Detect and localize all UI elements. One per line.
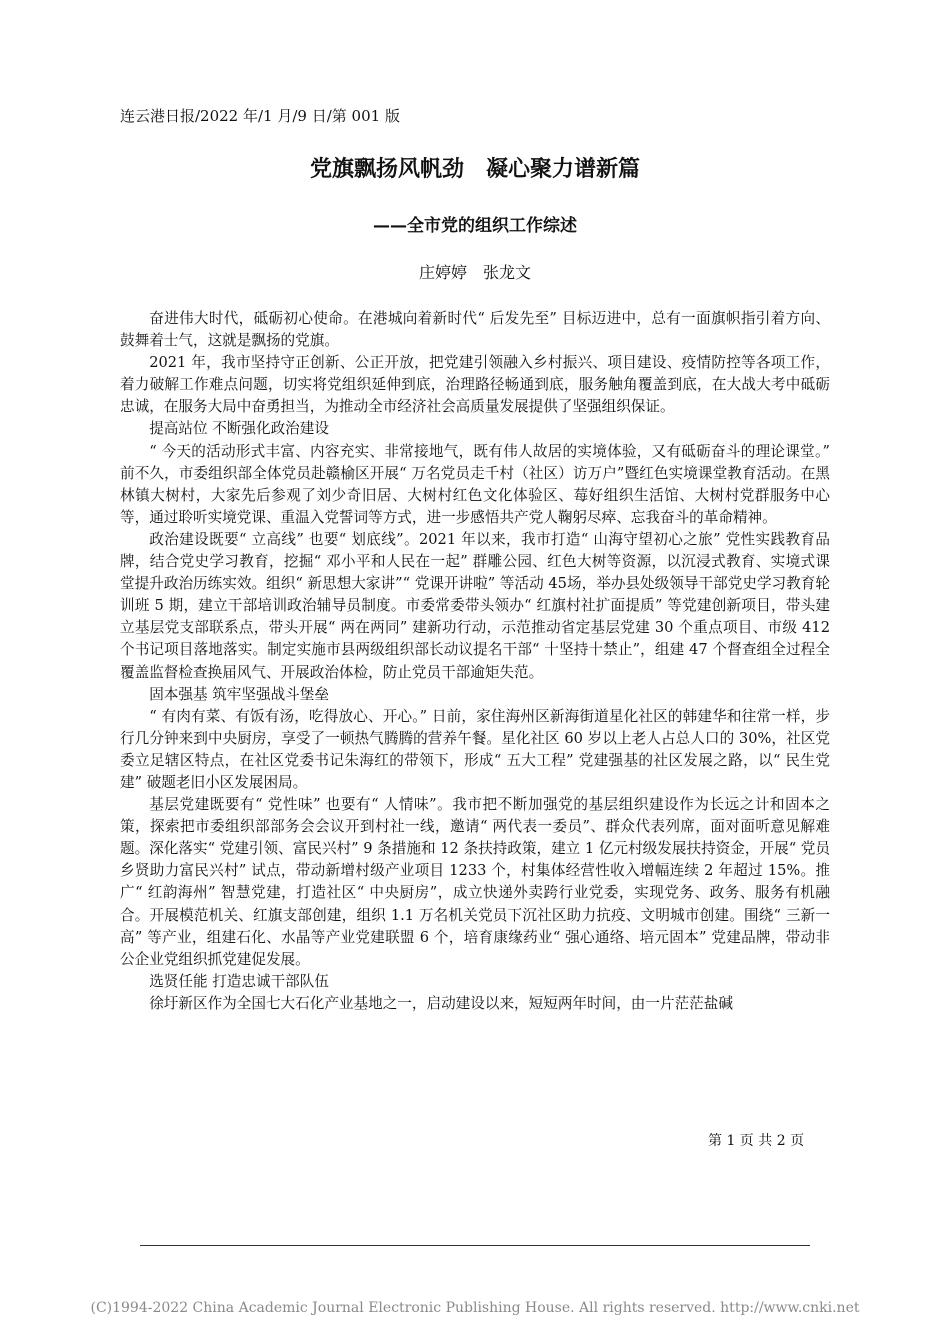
section-heading: 提高站位 不断强化政治建设 bbox=[149, 420, 329, 438]
paragraph: 徐圩新区作为全国七大石化产业基地之一，启动建设以来，短短两年时间，由一片茫茫盐碱 bbox=[149, 994, 733, 1012]
paragraph: 政治建设既要“ 立高线” 也要“ 划底线”。2021 年以来，我市打造“ 山海守望初心之旅” 党性实践教育品牌，结合党史学习教育，挖掘“ 邓小平和人民在一起” 群雕公园、红色大树等资源，以沉浸式教育、实境式课堂提升政治历练实效。组织“ 新思想大家讲”“ 党课开讲啦” 等活动 45场，举办县处级领导干部党史学习教育轮训班 5 期，建立干部培训政治辅导员制度。市委常委带头领办“ 红旗村社扩面提质” 等党建创新项目，带头建立基层党支部联系点，带头开展“ 两在两同” 建新功行动，示范推动省定基层党建 30 个重点项目、市级 412 个书记项目落地落实。制定实施市县两级组织部长动议提名干部“ 十坚持十禁止”，组建 47 个督查组全过程全覆盖监督检查换届风气、开展政治体检，防止党员干部逾矩失范。 bbox=[120, 530, 830, 681]
copyright-footer: (C)1994-2022 China Academic Journal Electronic Publishing House. All rights reserved. http://www.cnki.net bbox=[90, 1300, 860, 1316]
paragraph: 基层党建既要有“ 党性味” 也要有“ 人情味”。我市把不断加强党的基层组织建设作为长远之计和固本之策，探索把市委组织部部务会会议开到村社一线，邀请“ 两代表一委员”、群众代表列席，面对面听意见解难题。深化落实“ 党建引领、富民兴村” 9 条措施和 12 条扶持政策，建立 1 亿元村级发展扶持资金，开展“ 党员乡贤助力富民兴村” 试点，带动新增村级产业项目 1233 个，村集体经营性收入增幅连续 2 年超过 15%。推广“ 红韵海州” 智慧党建，打造社区“ 中央厨房”，成立快递外卖跨行业党委，实现党务、政务、服务有机融合。开展模范机关、红旗支部创建，组织 1.1 万名机关党员下沉社区助力抗疫、文明城市创建。围绕“ 三新一高” 等产业，组建石化、水晶等产业党建联盟 6 个，培育康缘药业“ 强心通络、培元固本” 党建品牌，带动非公企业党组织抓党建促发展。 bbox=[120, 796, 830, 968]
paragraph: “ 有肉有菜、有饭有汤，吃得放心、开心。” 日前，家住海州区新海街道星化社区的韩建华和往常一样，步行几分钟来到中央厨房，享受了一顿热气腾腾的营养午餐。星化社区 60 岁以上老人占总人口的 30%，社区党委立足辖区特点，在社区党委书记朱海红的带领下，形成“ 五大工程” 党建强基的社区发展之路，以“ 民生党建” 破题老旧小区发展困局。 bbox=[120, 707, 830, 791]
section-heading: 固本强基 筑牢坚强战斗堡垒 bbox=[149, 685, 329, 703]
article-subtitle: ——全市党的组织工作综述 bbox=[373, 216, 577, 236]
section-heading: 选贤任能 打造忠诚干部队伍 bbox=[149, 972, 329, 990]
page-number: 第 1 页 共 2 页 bbox=[708, 1133, 805, 1149]
paragraph: 2021 年，我市坚持守正创新、公正开放，把党建引领融入乡村振兴、项目建设、疫情防控等各项工作，着力破解工作难点问题，切实将党组织延伸到底，治理路径畅通到底，服务触角覆盖到底，在大战大考中砥砺忠诚，在服务大局中奋勇担当，为推动全市经济社会高质量发展提供了坚强组织保证。 bbox=[120, 354, 830, 416]
authors: 庄婷婷 张龙文 bbox=[418, 263, 531, 282]
paragraph: 奋进伟大时代，砥砺初心使命。在港城向着新时代“ 后发先至” 目标迈进中，总有一面旗帜指引着方向、鼓舞着士气，这就是飘扬的党旗。 bbox=[120, 310, 830, 350]
article-body bbox=[120, 308, 830, 1015]
paragraph: “ 今天的活动形式丰富、内容充实、非常接地气，既有伟人故居的实境体验，又有砥砺奋斗的理论课堂。” 前不久，市委组织部全体党员赴赣榆区开展“ 万名党员走千村（社区）访万户”暨红色实境课堂教育活动。在黑林镇大树村，大家先后参观了刘少奇旧居、大树村红色文化体验区、莓好组织生活馆、大树村党群服务中心等，通过聆听实境党课、重温入党誓词等方式，进一步感悟共产党人鞠躬尽瘁、忘我奋斗的革命精神。 bbox=[120, 442, 830, 526]
article-title: 党旗飘扬风帆劲 凝心聚力谱新篇 bbox=[309, 157, 640, 182]
source-line: 连云港日报/2022 年/1 月/9 日/第 001 版 bbox=[120, 107, 400, 125]
footer-divider bbox=[140, 1245, 810, 1246]
